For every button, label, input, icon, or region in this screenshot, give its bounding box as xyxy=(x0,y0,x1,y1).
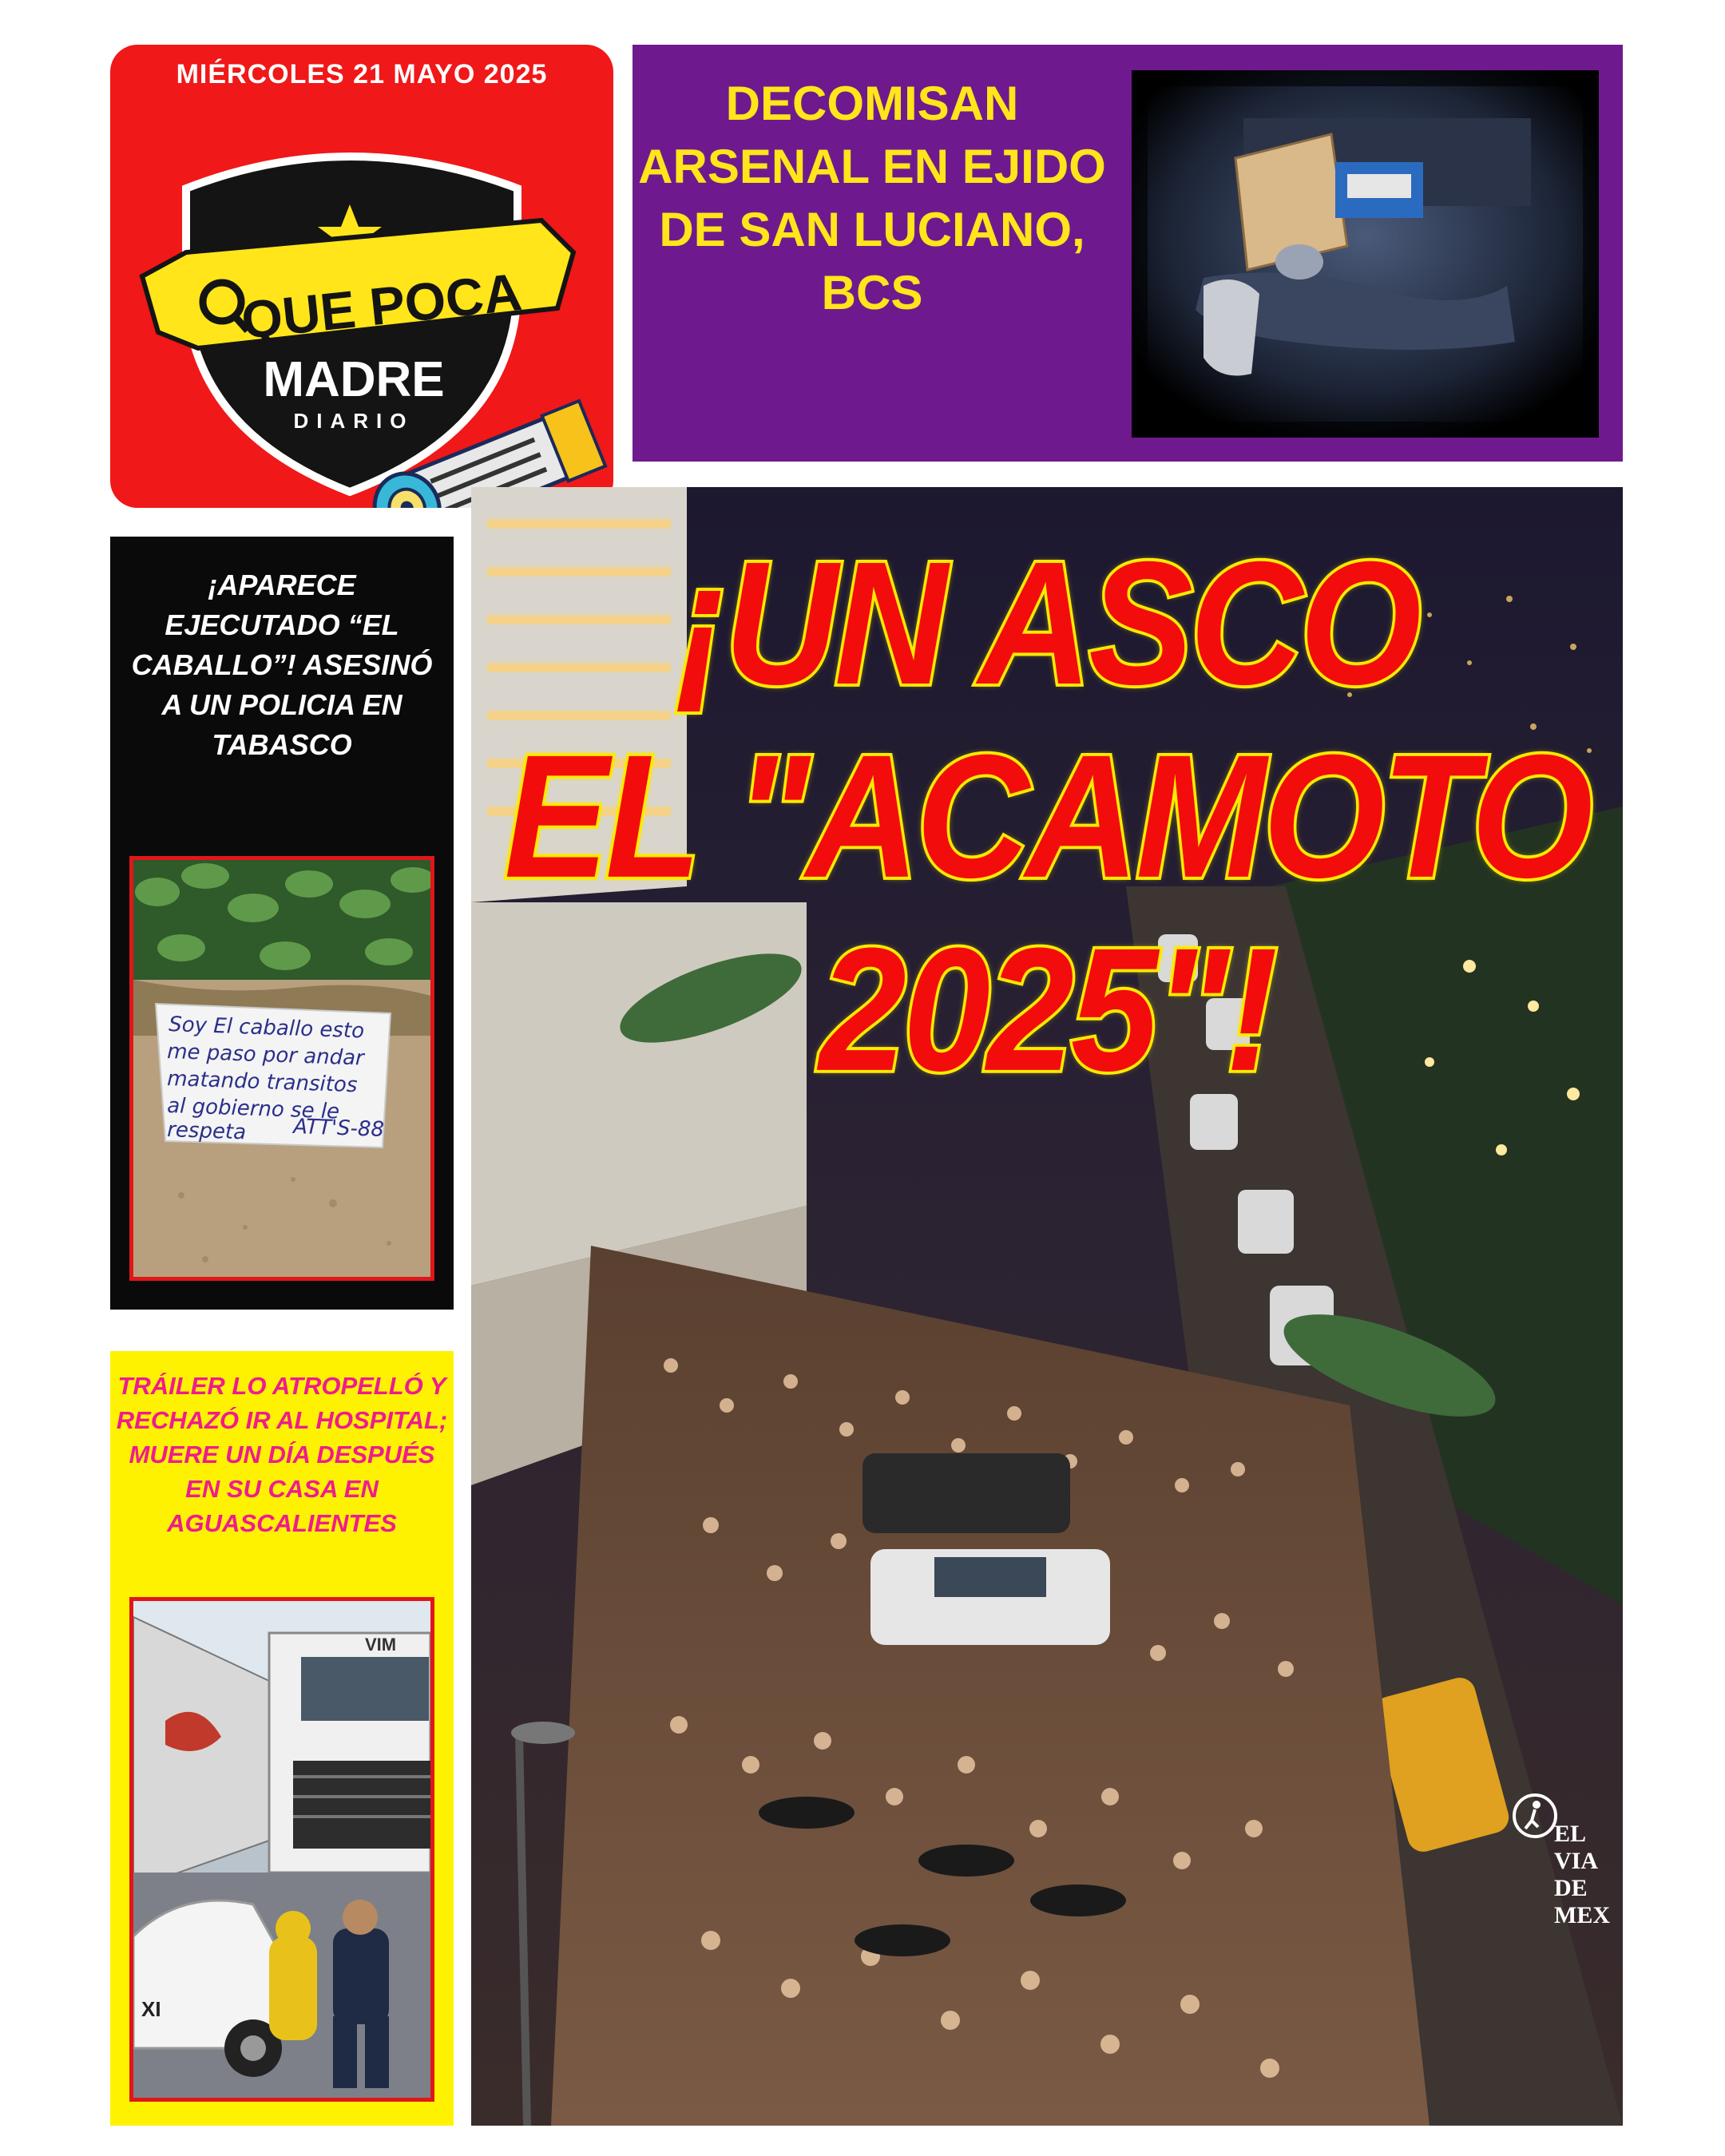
side-story-caballo-headline: ¡APARECE EJECUTADO “EL CABALLO”! ASESINÓ A UN POLICIA EN TABASCO xyxy=(131,569,433,761)
main-story xyxy=(471,487,1623,2126)
main-headline xyxy=(471,527,1623,1107)
main-headline-line3: 2025"! xyxy=(819,911,1275,1108)
svg-text:Soy El caballo esto: Soy El caballo esto xyxy=(168,1013,365,1044)
issue-date: MIÉRCOLES 21 MAYO 2025 xyxy=(176,59,548,89)
side-story-trailer-photo xyxy=(129,1597,434,2102)
side-story-trailer xyxy=(110,1351,454,2126)
truck-label: VIM xyxy=(365,1635,397,1655)
logo-line2: MADRE xyxy=(263,352,445,407)
logo-line1: QUE POCA xyxy=(238,261,525,351)
watermark-line2: DE MEX xyxy=(1554,1875,1610,1928)
newspaper-logo xyxy=(110,93,613,508)
top-story-headline: DECOMISAN ARSENAL EN EJIDO DE SAN LUCIANO, BCS xyxy=(638,77,1106,319)
side-story-caballo xyxy=(110,537,454,1310)
top-story xyxy=(632,45,1623,462)
svg-text:me paso por andar: me paso por andar xyxy=(166,1040,365,1071)
runner-logo-icon xyxy=(1511,1789,1559,1853)
svg-text:matando transitos: matando transitos xyxy=(166,1067,358,1098)
logo-line3: DIARIO xyxy=(293,409,414,433)
svg-text:respeta: respeta xyxy=(166,1118,247,1145)
main-headline-line1: ¡UN ASCO xyxy=(676,525,1418,722)
masthead xyxy=(110,45,613,508)
side-story-caballo-photo xyxy=(129,856,434,1281)
side-story-trailer-headline: TRÁILER LO ATROPELLÓ Y RECHAZÓ IR AL HOSPITAL; MUERE UN DÍA DESPUÉS EN SU CASA EN AGUASCALIENTES xyxy=(116,1372,448,1537)
svg-text:al gobierno se le: al gobierno se le xyxy=(166,1094,340,1124)
watermark-line1: EL VIA xyxy=(1554,1821,1599,1874)
photo-watermark xyxy=(1511,1789,1615,1928)
top-story-photo xyxy=(1132,70,1599,438)
main-headline-line2: EL "ACAMOTO xyxy=(504,718,1590,914)
taxi-label: XI xyxy=(141,1997,161,2021)
svg-text:ATT'S-88: ATT'S-88 xyxy=(292,1115,385,1142)
